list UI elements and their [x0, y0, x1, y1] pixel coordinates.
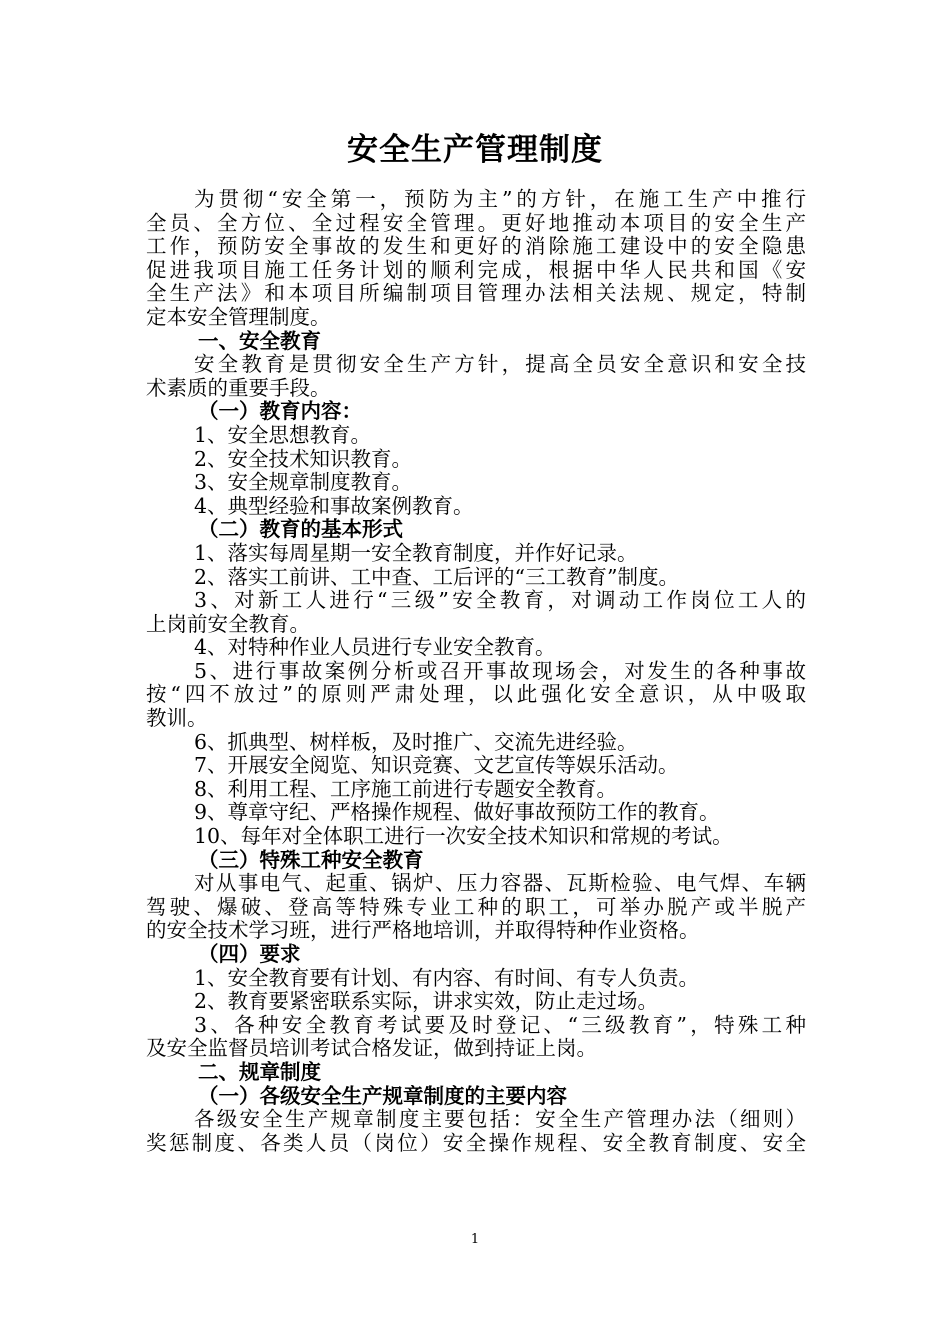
paragraph-line: 及安全监督员培训考试合格发证，做到持证上岗。 — [146, 1037, 597, 1061]
section-heading: （一）教育内容： — [198, 400, 362, 424]
document-title: 安全生产管理制度 — [347, 132, 603, 168]
paragraph-line: 3、安全规章制度教育。 — [194, 471, 413, 495]
paragraph-line: 10、每年对全体职工进行一次安全技术知识和常规的考试。 — [194, 825, 733, 849]
paragraph-line: 教训。 — [146, 707, 208, 731]
paragraph-line: 的安全技术学习班，进行严格地培训，并取得特种作业资格。 — [146, 919, 700, 943]
paragraph-line: 3、各种安全教育考试要及时登记、“三级教育”，特殊工种 — [194, 1013, 806, 1037]
paragraph-line: 驾驶、爆破、登高等特殊专业工种的职工，可举办脱产或半脱产 — [146, 895, 806, 919]
paragraph-line: 1、落实每周星期一安全教育制度，并作好记录。 — [194, 541, 638, 565]
paragraph-line: 各级安全生产规章制度主要包括：安全生产管理办法（细则） — [194, 1108, 806, 1132]
paragraph-line: 4、典型经验和事故案例教育。 — [194, 494, 474, 518]
paragraph-line: 1、安全教育要有计划、有内容、有时间、有专人负责。 — [194, 966, 700, 990]
paragraph-line: 2、落实工前讲、工中查、工后评的“三工教育”制度。 — [194, 565, 680, 589]
paragraph-line: 7、开展安全阅览、知识竞赛、文艺宣传等娱乐活动。 — [194, 754, 679, 778]
paragraph-line: 对从事电气、起重、锅炉、压力容器、瓦斯检验、电气焊、车辆 — [194, 872, 806, 896]
paragraph-line: 全生产法》和本项目所编制项目管理办法相关法规、规定，特制 — [146, 282, 806, 306]
paragraph-line: 全员、全方位、全过程安全管理。更好地推动本项目的安全生产 — [146, 211, 806, 235]
paragraph-line: 2、教育要紧密联系实际，讲求实效，防止走过场。 — [194, 990, 659, 1014]
paragraph-line: 术素质的重要手段。 — [146, 376, 331, 400]
paragraph-line: 安全教育是贯彻安全生产方针，提高全员安全意识和安全技 — [194, 353, 806, 377]
paragraph-line: 1、安全思想教育。 — [194, 423, 372, 447]
paragraph-line: 3、对新工人进行“三级”安全教育，对调动工作岗位工人的 — [194, 589, 806, 613]
paragraph-line: 上岗前安全教育。 — [146, 612, 310, 636]
paragraph-line: 工作，预防安全事故的发生和更好的消除施工建设中的安全隐患 — [146, 235, 806, 259]
paragraph-line: 9、尊章守纪、严格操作规程、做好事故预防工作的教育。 — [194, 801, 720, 825]
paragraph-line: 8、利用工程、工序施工前进行专题安全教育。 — [194, 777, 618, 801]
section-heading: （三）特殊工种安全教育 — [198, 848, 424, 872]
paragraph-line: 奖惩制度、各类人员（岗位）安全操作规程、安全教育制度、安全 — [146, 1131, 806, 1155]
section-heading: 一、安全教育 — [198, 329, 321, 353]
paragraph-line: 为贯彻“安全第一，预防为主”的方针，在施工生产中推行 — [194, 188, 806, 211]
section-heading: （二）教育的基本形式 — [198, 518, 403, 542]
paragraph-line: 6、抓典型、树样板，及时推广、交流先进经验。 — [194, 730, 638, 754]
paragraph-line: 按“四不放过”的原则严肃处理，以此强化安全意识，从中吸取 — [146, 683, 806, 707]
paragraph-line: 促进我项目施工任务计划的顺利完成，根据中华人民共和国《安 — [146, 258, 806, 282]
page-number: 1 — [470, 1232, 480, 1247]
paragraph-line: 定本安全管理制度。 — [146, 305, 331, 329]
document-body — [146, 188, 806, 1155]
section-heading: （四）要求 — [198, 943, 301, 966]
section-heading: 二、规章制度 — [198, 1060, 321, 1084]
paragraph-line: 4、对特种作业人员进行专业安全教育。 — [194, 636, 556, 660]
paragraph-line: 5、进行事故案例分析或召开事故现场会，对发生的各种事故 — [194, 659, 806, 683]
paragraph-line: 2、安全技术知识教育。 — [194, 447, 413, 471]
section-heading: （一）各级安全生产规章制度的主要内容 — [198, 1084, 567, 1108]
